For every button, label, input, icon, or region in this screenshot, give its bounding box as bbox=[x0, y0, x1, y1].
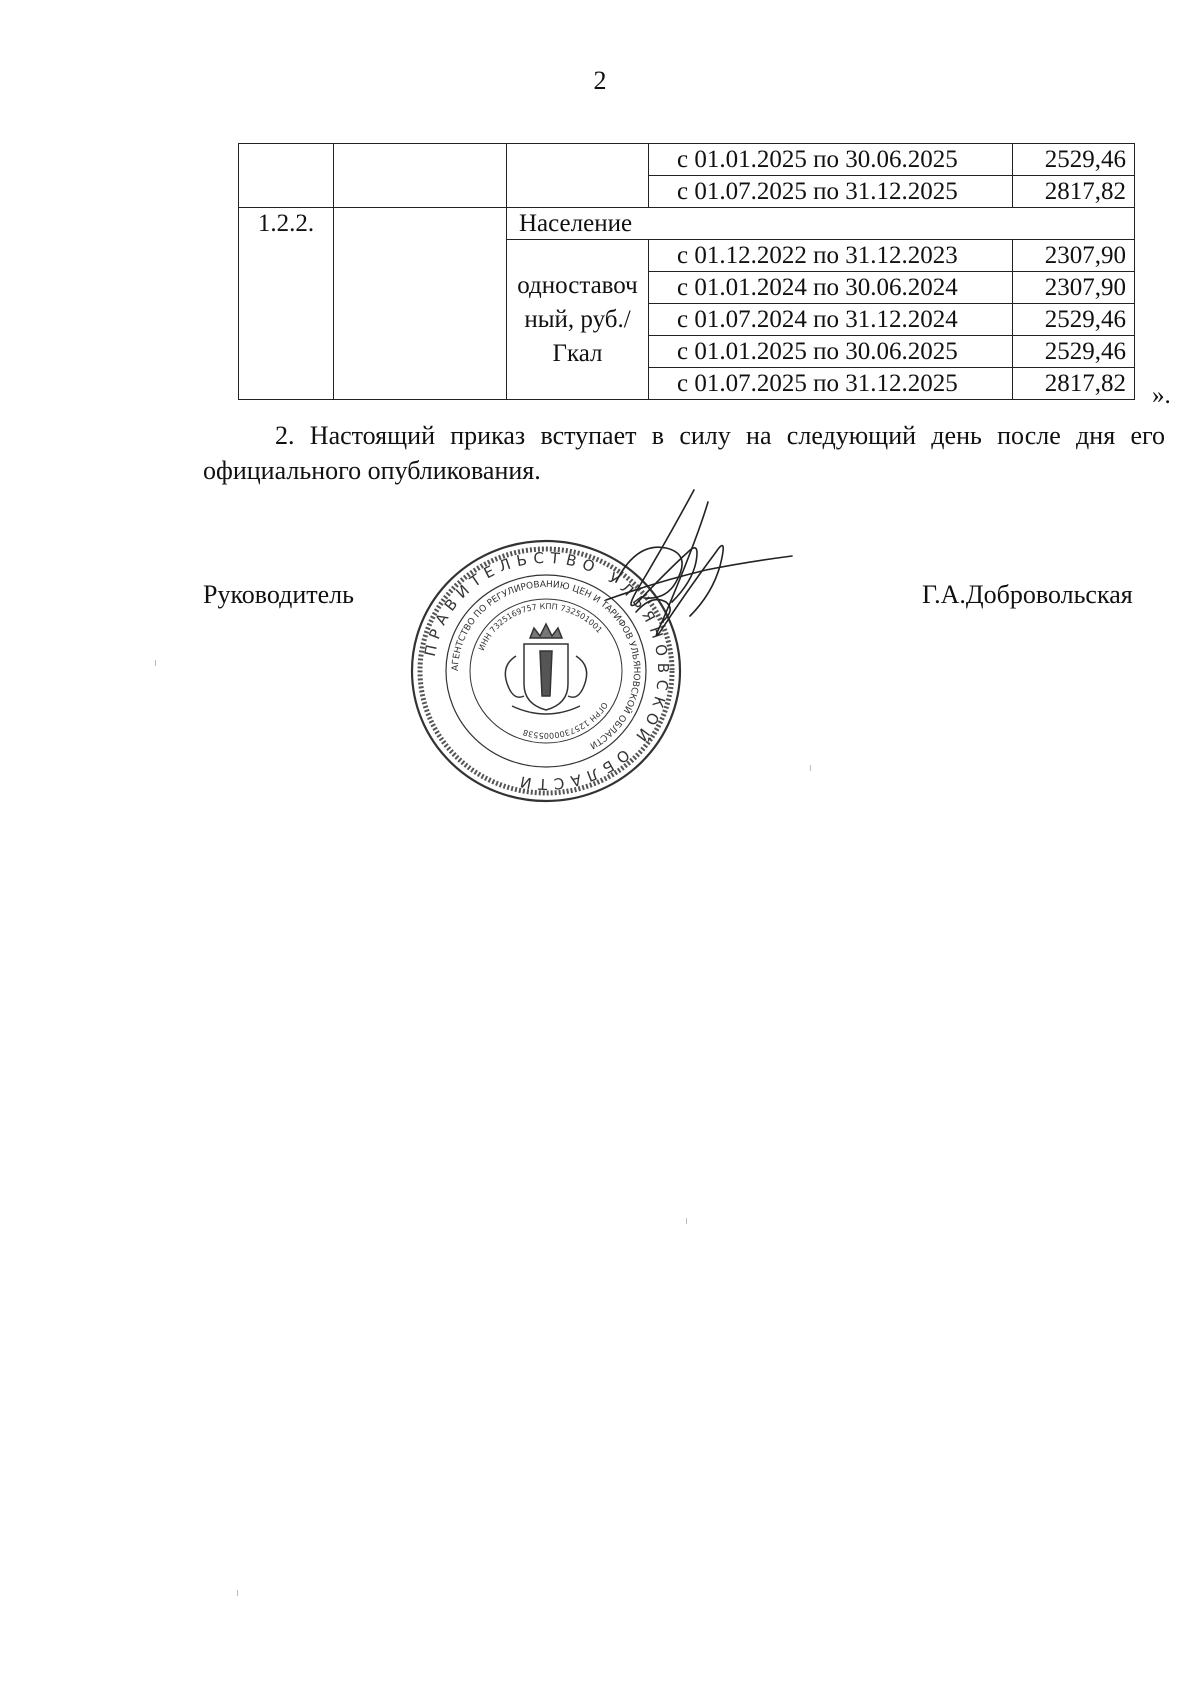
value-cell: 2307,90 bbox=[1013, 272, 1135, 304]
period-cell: с 01.01.2025 по 30.06.2025 bbox=[649, 336, 1013, 368]
tariff-table bbox=[238, 143, 1135, 400]
seal-ogrn: ОГРН 1257300005538 bbox=[521, 700, 610, 741]
value-cell: 2817,82 bbox=[1013, 176, 1135, 208]
closing-quote: ». bbox=[1152, 382, 1171, 409]
paragraph-effective-date: 2. Настоящий приказ вступает в силу на следующий день после дня его официального опубликования. bbox=[203, 421, 1165, 485]
table-row bbox=[239, 144, 1135, 176]
unit-cell: одноставоч ный, руб./Гкал bbox=[507, 240, 649, 400]
seal-inn-kpp: ИНН 7325169757 КПП 732501001 bbox=[476, 601, 604, 653]
signer-title: Руководитель bbox=[203, 580, 354, 609]
description-cell bbox=[334, 208, 507, 400]
period-cell: с 01.07.2025 по 31.12.2025 bbox=[649, 368, 1013, 400]
row-number-cell: 1.2.2. bbox=[239, 208, 334, 400]
period-cell: с 01.07.2024 по 31.12.2024 bbox=[649, 304, 1013, 336]
signer-name: Г.А.Добровольская bbox=[922, 580, 1133, 609]
group-label-cell: Население bbox=[507, 208, 1135, 240]
coat-of-arms-icon bbox=[505, 624, 586, 714]
svg-text:ОГРН 1257300005538 bbox=[522, 701, 609, 740]
unit-cell bbox=[507, 144, 649, 208]
description-cell bbox=[334, 144, 507, 208]
scan-artifact bbox=[155, 660, 156, 666]
value-cell: 2817,82 bbox=[1013, 368, 1135, 400]
scan-artifact bbox=[810, 765, 811, 771]
period-cell: с 01.12.2022 по 31.12.2023 bbox=[649, 240, 1013, 272]
page-number: 2 bbox=[593, 66, 607, 95]
seal-inner-text: АГЕНТСТВО ПО РЕГУЛИРОВАНИЮ ЦЕН И ТАРИФОВ УЛЬЯНОВСКОЙ ОБЛАСТИ bbox=[450, 579, 642, 751]
period-cell: с 01.01.2024 по 30.06.2024 bbox=[649, 272, 1013, 304]
value-cell: 2529,46 bbox=[1013, 144, 1135, 176]
value-cell: 2529,46 bbox=[1013, 336, 1135, 368]
value-cell: 2307,90 bbox=[1013, 240, 1135, 272]
signature-icon bbox=[596, 482, 796, 672]
period-cell: с 01.01.2025 по 30.06.2025 bbox=[649, 144, 1013, 176]
scan-artifact bbox=[237, 1590, 238, 1596]
period-cell: с 01.07.2025 по 31.12.2025 bbox=[649, 176, 1013, 208]
seal-outer-text: ПРАВИТЕЛЬСТВО УЛЬЯНОВСКОЙ ОБЛАСТИ bbox=[420, 548, 673, 794]
table-row bbox=[239, 208, 1135, 240]
value-cell: 2529,46 bbox=[1013, 304, 1135, 336]
scan-artifact bbox=[686, 1218, 687, 1224]
row-number-cell bbox=[239, 144, 334, 208]
